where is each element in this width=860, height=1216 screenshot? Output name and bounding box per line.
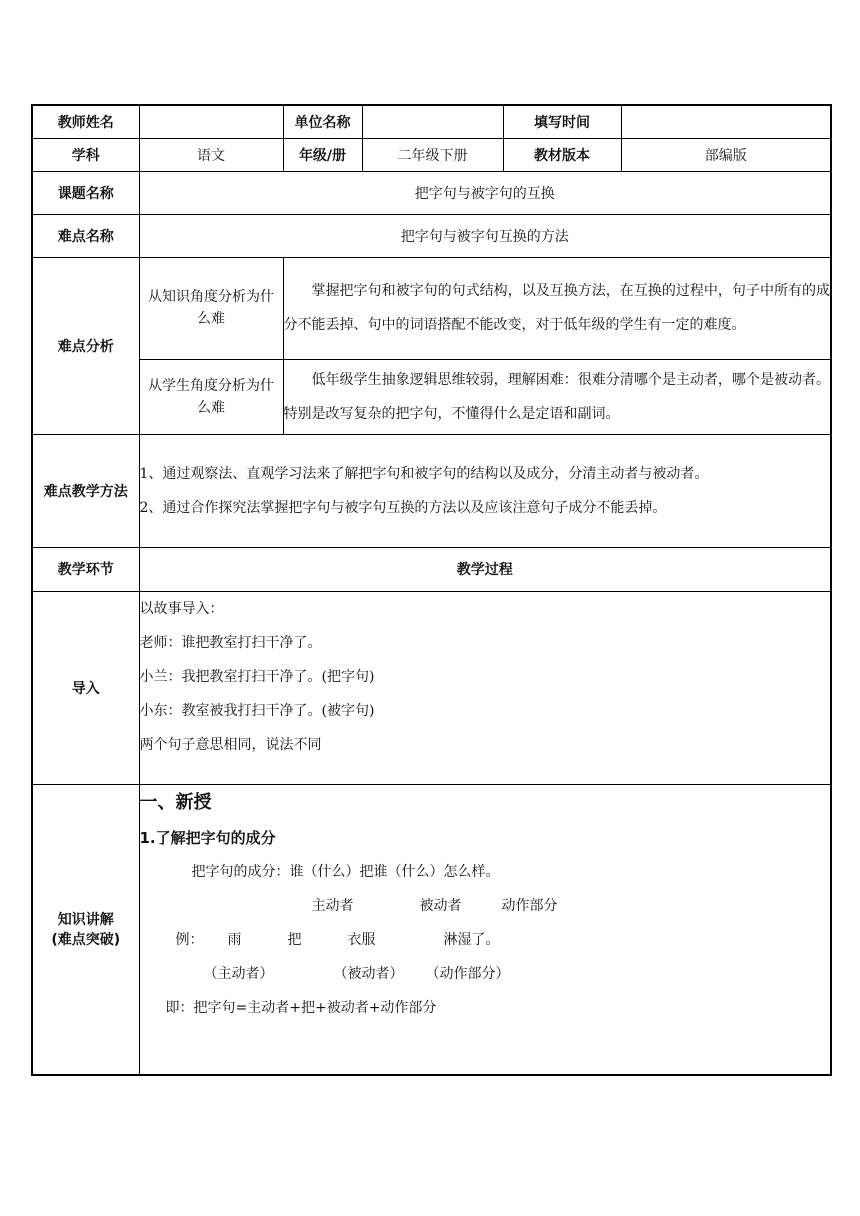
knowledge-angle-analysis: 掌握把字句和被字句的句式结构，以及互换方法，在互换的过程中，句子中所有的成分不能丢掉、句中的词语搭配不能改变，对于低年级的学生有一定的难度。 — [283, 257, 831, 359]
example-prefix: 例： — [175, 931, 204, 948]
topic-label: 课题名称 — [32, 171, 139, 214]
components-line — [140, 855, 831, 889]
analysis-label: 难点分析 — [32, 257, 139, 434]
example-word: 雨 — [227, 931, 242, 948]
grade-label: 年级/册 — [283, 138, 362, 171]
example-word: 淋湿了。 — [443, 931, 500, 948]
teacher-row — [32, 105, 831, 138]
student-angle-text: 从学生角度分析为什么难 — [148, 377, 274, 416]
topic-row — [32, 171, 831, 214]
methods-row — [32, 434, 831, 547]
analysis-student-row — [32, 359, 831, 434]
example-role: （被动者） — [333, 965, 404, 982]
unit-name-label: 单位名称 — [283, 105, 362, 138]
intro-label: 导入 — [32, 591, 139, 784]
intro-content — [139, 591, 831, 784]
intro-line: 两个句子意思相同，说法不同 — [139, 736, 322, 753]
knowledge-row — [32, 784, 831, 1075]
example-role: （动作部分） — [425, 965, 510, 982]
teacher-name-label: 教师姓名 — [32, 105, 139, 138]
edition-value: 部编版 — [621, 138, 831, 171]
example-roles-line — [140, 957, 831, 991]
role-patient: 被动者 — [419, 897, 462, 914]
subject-value: 语文 — [139, 138, 283, 171]
difficulty-row — [32, 214, 831, 257]
fill-time-value — [621, 105, 831, 138]
knowledge-label-line2: (难点突破) — [51, 932, 121, 949]
unit-name-value — [362, 105, 503, 138]
example-line — [140, 923, 831, 957]
methods-content — [139, 434, 831, 547]
intro-line: 小东：教室被我打扫干净了。(被字句) — [139, 702, 375, 719]
subsection-title: 1.了解把字句的成分 — [139, 828, 276, 847]
example-word: 衣服 — [347, 931, 376, 948]
grade-value: 二年级下册 — [362, 138, 503, 171]
knowledge-label — [32, 784, 139, 1075]
process-header-row — [32, 547, 831, 591]
knowledge-label-line1: 知识讲解 — [57, 912, 114, 929]
student-angle-analysis: 低年级学生抽象逻辑思维较弱，理解困难：很难分清哪个是主动者，哪个是被动者。特别是改写复杂的把字句，不懂得什么是定语和副词。 — [283, 359, 831, 434]
role-agent: 主动者 — [311, 897, 354, 914]
section-title: 一、新授 — [139, 791, 212, 813]
roles-line — [140, 889, 831, 923]
subject-label: 学科 — [32, 138, 139, 171]
subject-row — [32, 138, 831, 171]
methods-label: 难点教学方法 — [32, 434, 139, 547]
example-role: （主动者） — [203, 965, 274, 982]
intro-line: 小兰：我把教室打扫干净了。(把字句) — [139, 668, 375, 685]
intro-row — [32, 591, 831, 784]
intro-line: 老师：谁把教室打扫干净了。 — [139, 634, 322, 651]
process-header: 教学过程 — [139, 547, 831, 591]
lesson-plan-table — [31, 104, 832, 1076]
formula-line — [140, 991, 831, 1025]
stage-header: 教学环节 — [32, 547, 139, 591]
role-action: 动作部分 — [501, 897, 558, 914]
analysis-knowledge-row — [32, 257, 831, 359]
topic-value: 把字句与被字句的互换 — [139, 171, 831, 214]
difficulty-label: 难点名称 — [32, 214, 139, 257]
student-angle-label — [139, 359, 283, 434]
teacher-name-value — [139, 105, 283, 138]
difficulty-value: 把字句与被字句互换的方法 — [139, 214, 831, 257]
components-text: 把字句的成分：谁（什么）把谁（什么）怎么样。 — [191, 863, 500, 880]
example-word: 把 — [287, 931, 302, 948]
edition-label: 教材版本 — [503, 138, 621, 171]
intro-line: 以故事导入： — [139, 600, 224, 617]
fill-time-label: 填写时间 — [503, 105, 621, 138]
method-item: 2、通过合作探究法掌握把字句与被字句互换的方法以及应该注意句子成分不能丢掉。 — [139, 499, 667, 516]
knowledge-angle-label — [139, 257, 283, 359]
knowledge-content — [139, 784, 831, 1075]
method-item: 1、通过观察法、直观学习法来了解把字句和被字句的结构以及成分，分清主动者与被动者。 — [139, 465, 709, 482]
knowledge-angle-text: 从知识角度分析为什么难 — [148, 289, 274, 327]
formula-text: 即：把字句=主动者+把+被动者+动作部分 — [165, 999, 437, 1016]
